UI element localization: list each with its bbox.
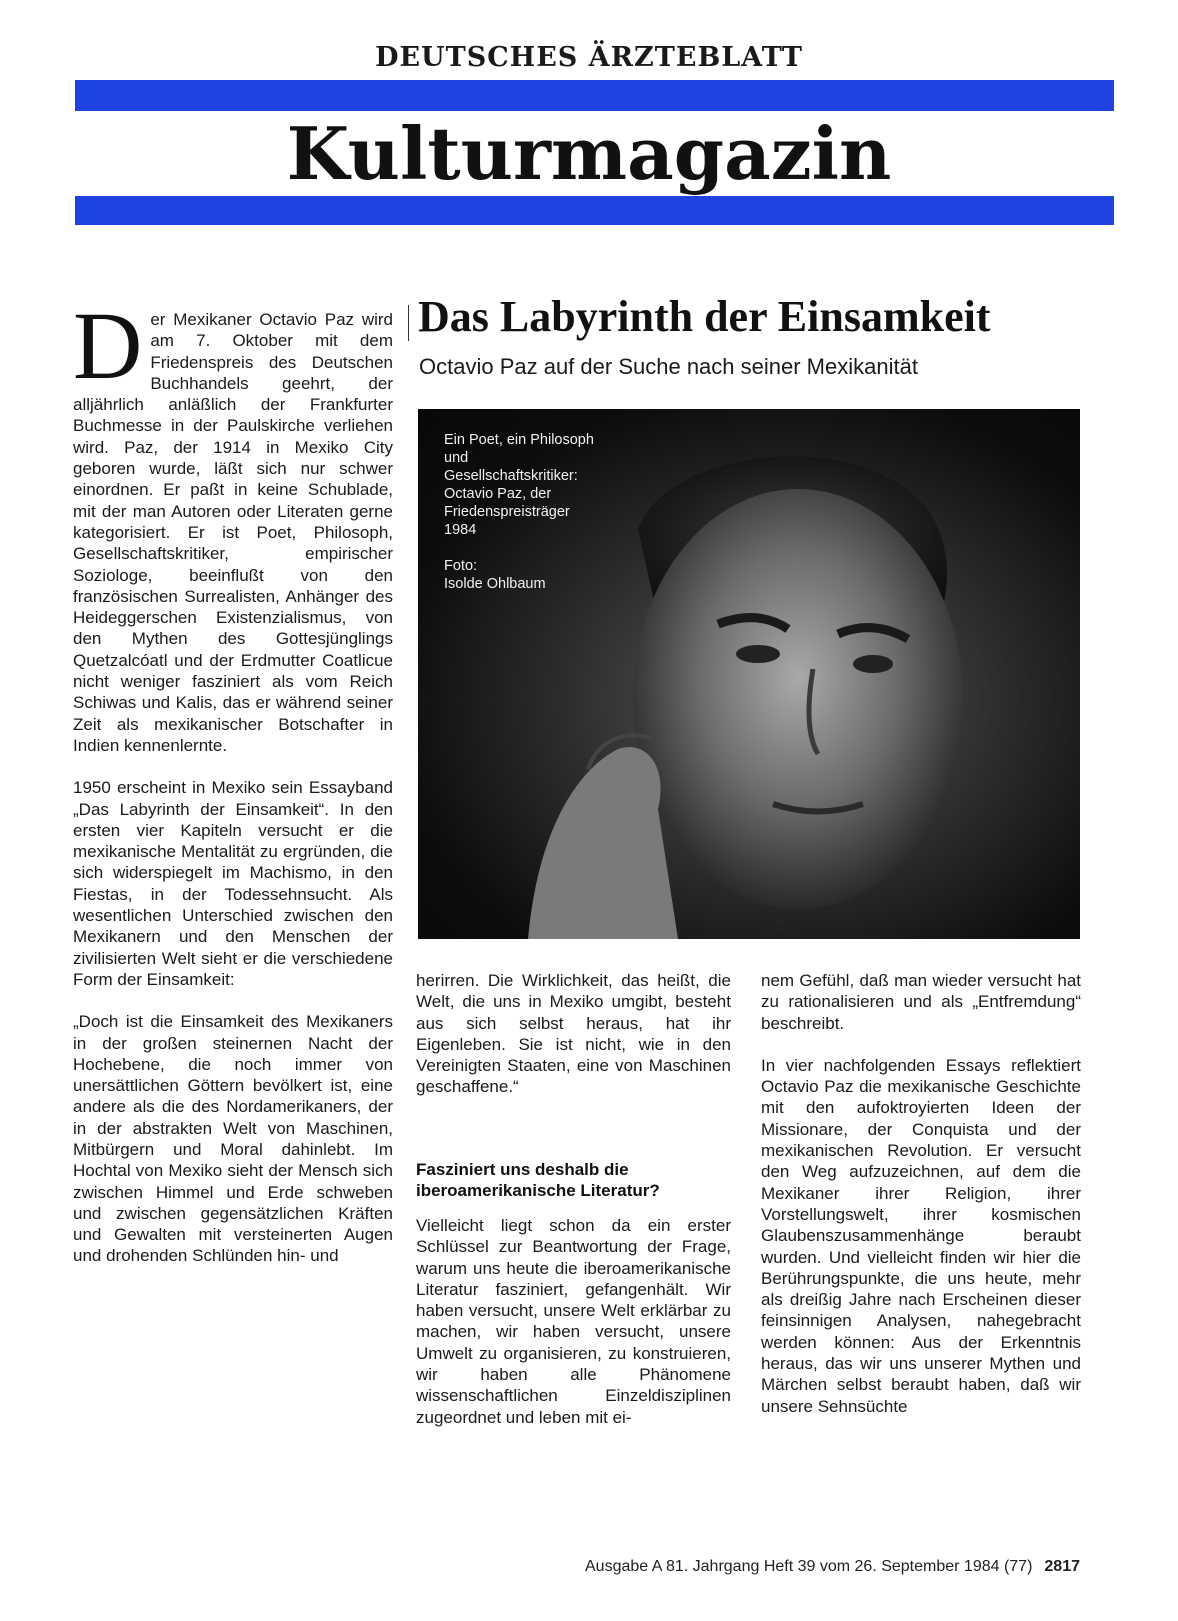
paragraph-2: 1950 erscheint in Mexiko sein Essayband „Das Labyrinth der Einsamkeit“. In den ersten vier Kapiteln versucht er die mexikanische Mentalität zu ergründen, die sich widerspiegelt im Machismo, in den Fiestas, in der Todessehnsucht. Als wesentlichen Unterschied zwischen den Mexikanern und den Menschen der zivilisierten Welt sieht er die verschiedene Form der Einsamkeit: (73, 778, 393, 989)
caption-text: Ein Poet, ein Philosoph und Gesellschaftskritiker: Octavio Paz, der Friedenspreisträger 1984 (444, 432, 594, 538)
page-number: 2817 (1044, 1558, 1080, 1575)
paragraph-3: „Doch ist die Einsamkeit des Mexikaners in der großen steinernen Nacht der Hochebene, die noch immer von unersättlichen Göttern bevölkert ist, eine andere als die des Nordamerikaners, der in der abstrakten Welt von Maschinen, Mitbürgern und Moral dahinlebt. Im Hochtal von Mexiko sieht der Mensch sich zwischen Himmel und Erde schweben und zwischen gegensätzlichen Kräften und Gewalten mit versteinerten Augen und drohenden Schlünden hin- und (73, 1012, 393, 1266)
paragraph-7: In vier nachfolgenden Essays reflektiert Octavio Paz die mexikanische Geschichte mit den aufoktroyierten Ideen der Missionare, der Conquista und der mexikanischen Revolution. Er versucht den Weg aufzuzeichnen, auf dem die Mexikaner ihrer Religion, ihrer Vorstellungswelt, ihrer kosmischen Glaubenszusammenhänge beraubt wurden. Und vielleicht finden wir hier die Berührungspunkte, die uns heute, mehr als dreißig Jahre nach Erscheinen dieser feinsinnigen Analysen, nahegebracht werden können: Aus der Erkenntnis heraus, das wir uns unserer Mythen und Märchen selbst beraubt haben, daß wir unsere Sehnsüchte (761, 1055, 1081, 1416)
issue-info: Ausgabe A 81. Jahrgang Heft 39 vom 26. September 1984 (77) (585, 1558, 1033, 1575)
credit-name: Isolde Ohlbaum (444, 576, 546, 592)
page-footer (450, 1558, 1080, 1576)
article-column-2 (416, 970, 731, 1119)
top-blue-band (75, 80, 1114, 111)
section-title: Kulturmagazin (286, 111, 892, 196)
masthead: DEUTSCHES ÄRZTEBLATT (375, 42, 803, 73)
article-subheading: Fasziniert uns deshalb die iberoamerikanische Literatur? (416, 1160, 660, 1200)
paragraph-4: herirren. Die Wirklichkeit, das heißt, die Welt, die uns in Mexiko umgibt, besteht aus sich selbst heraus, hat ihr Eigenleben. Sie ist nicht, wie in den Vereinigten Staaten, eine von Maschinen geschaffene.“ (416, 971, 731, 1097)
article-headline: Das Labyrinth der Einsamkeit (418, 292, 991, 341)
paragraph-1 (73, 292, 393, 756)
portrait-photo (418, 409, 1080, 939)
credit-label: Foto: (444, 558, 478, 574)
column-divider (408, 305, 409, 341)
photo-credit (444, 557, 604, 593)
article-subline: Octavio Paz auf der Suche nach seiner Mexikanität (419, 354, 918, 379)
paragraph-6: nem Gefühl, daß man wieder versucht hat zu rationalisieren und als „Entfremdung“ beschreibt. (761, 971, 1081, 1033)
photo-caption (444, 431, 604, 593)
paragraph-5: Vielleicht liegt schon da ein erster Schlüssel zur Beantwortung der Frage, warum uns heute die iberoamerikanische Literatur fasziniert, gefangenhält. Wir haben versucht, unsere Welt erklärbar zu machen, wir haben versucht, unsere Umwelt zu organisieren, zu konstruieren, wir haben alle Phänomene wissenschaftlichen Einzeldisziplinen zugeordnet und leben mit ei- (416, 1216, 731, 1427)
article-column-2b (416, 1215, 731, 1449)
paragraph-1-text: er Mexikaner Octavio Paz wird am 7. Oktober mit dem Friedenspreis des Deutschen Buchhandels geehrt, der alljährlich anläßlich der Frankfurter Buchmesse in der Paulskirche verliehen wird. Paz, der 1914 in Mexiko City geboren wurde, läßt sich nur schwer einordnen. Er paßt in keine Schublade, mit der man Autoren oder Literaten gerne kategorisiert. Er ist Poet, Philosoph, Gesellschaftskritiker, empirischer Soziologe, beeinflußt von den französischen Surrealisten, Anhänger des Heideggerschen Existenzialismus, von den Mythen des Gottesjünglings Quetzalcóatl und der Erdmutter Coatlicue nicht weniger fasziniert als vom Reich Schiwas und Kalis, das er während seiner Zeit als mexikanischer Botschafter in Indien kennenlernte. (73, 310, 393, 755)
article-column-3 (761, 970, 1081, 1438)
drop-cap: D (73, 292, 143, 399)
article-column-1 (73, 292, 393, 1288)
bottom-blue-band (75, 196, 1114, 225)
